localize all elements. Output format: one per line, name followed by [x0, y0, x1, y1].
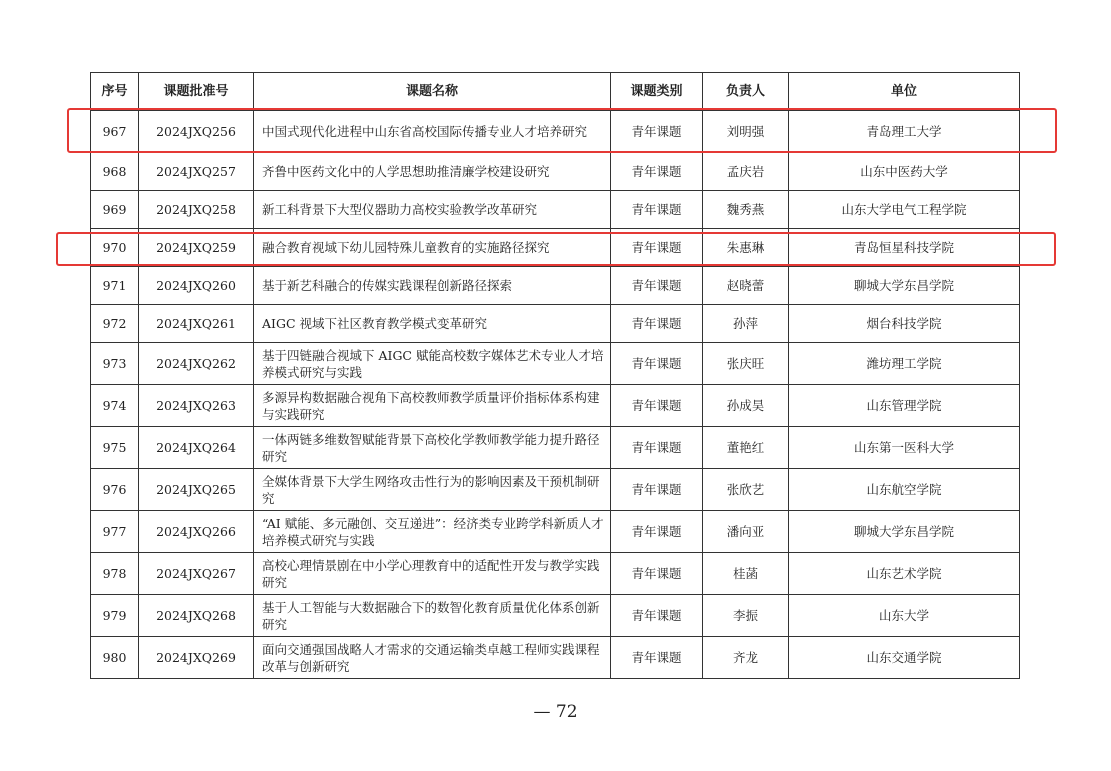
cell-title: 基于四链融合视域下 AIGC 赋能高校数字媒体艺术专业人才培养模式研究与实践	[254, 343, 611, 385]
cell-category: 青年课题	[611, 511, 703, 553]
cell-lead: 魏秀燕	[703, 191, 789, 229]
cell-lead: 孙萍	[703, 305, 789, 343]
cell-seq: 979	[91, 595, 139, 637]
cell-seq: 972	[91, 305, 139, 343]
cell-seq: 973	[91, 343, 139, 385]
cell-title: 新工科背景下大型仪器助力高校实验教学改革研究	[254, 191, 611, 229]
table-row	[91, 553, 1020, 595]
cell-approval: 2024JXQ260	[139, 267, 254, 305]
cell-approval: 2024JXQ263	[139, 385, 254, 427]
cell-title: 基于人工智能与大数据融合下的数智化教育质量优化体系创新研究	[254, 595, 611, 637]
table-row	[91, 229, 1020, 267]
cell-seq: 976	[91, 469, 139, 511]
cell-seq: 974	[91, 385, 139, 427]
cell-category: 青年课题	[611, 595, 703, 637]
cell-approval: 2024JXQ262	[139, 343, 254, 385]
cell-lead: 潘向亚	[703, 511, 789, 553]
cell-category: 青年课题	[611, 229, 703, 267]
cell-category: 青年课题	[611, 111, 703, 153]
cell-unit: 山东管理学院	[789, 385, 1020, 427]
cell-seq: 980	[91, 637, 139, 679]
cell-category: 青年课题	[611, 343, 703, 385]
cell-title: 多源异构数据融合视角下高校教师教学质量评价指标体系构建与实践研究	[254, 385, 611, 427]
cell-seq: 971	[91, 267, 139, 305]
cell-approval: 2024JXQ261	[139, 305, 254, 343]
cell-unit: 山东艺术学院	[789, 553, 1020, 595]
cell-unit: 聊城大学东昌学院	[789, 511, 1020, 553]
cell-lead: 刘明强	[703, 111, 789, 153]
table-row	[91, 267, 1020, 305]
cell-seq: 978	[91, 553, 139, 595]
cell-title: 基于新艺科融合的传媒实践课程创新路径探索	[254, 267, 611, 305]
cell-lead: 董艳红	[703, 427, 789, 469]
header-unit: 单位	[789, 73, 1020, 111]
header-project-title: 课题名称	[254, 73, 611, 111]
cell-lead: 孙成昊	[703, 385, 789, 427]
cell-unit: 潍坊理工学院	[789, 343, 1020, 385]
header-category: 课题类别	[611, 73, 703, 111]
header-row	[91, 73, 1020, 111]
cell-title: 高校心理情景剧在中小学心理教育中的适配性开发与教学实践研究	[254, 553, 611, 595]
cell-category: 青年课题	[611, 637, 703, 679]
cell-category: 青年课题	[611, 267, 703, 305]
cell-approval: 2024JXQ259	[139, 229, 254, 267]
cell-approval: 2024JXQ265	[139, 469, 254, 511]
table-row	[91, 191, 1020, 229]
cell-approval: 2024JXQ266	[139, 511, 254, 553]
cell-unit: 聊城大学东昌学院	[789, 267, 1020, 305]
cell-lead: 张庆旺	[703, 343, 789, 385]
cell-lead: 孟庆岩	[703, 153, 789, 191]
header-approval-number: 课题批准号	[139, 73, 254, 111]
cell-unit: 青岛理工大学	[789, 111, 1020, 153]
cell-title: 面向交通强国战略人才需求的交通运输类卓越工程师实践课程改革与创新研究	[254, 637, 611, 679]
table-row	[91, 427, 1020, 469]
cell-lead: 张欣艺	[703, 469, 789, 511]
table-row	[91, 637, 1020, 679]
cell-category: 青年课题	[611, 305, 703, 343]
cell-title: AIGC 视域下社区教育教学模式变革研究	[254, 305, 611, 343]
cell-unit: 山东交通学院	[789, 637, 1020, 679]
cell-unit: 烟台科技学院	[789, 305, 1020, 343]
cell-category: 青年课题	[611, 385, 703, 427]
cell-lead: 桂菡	[703, 553, 789, 595]
cell-lead: 李振	[703, 595, 789, 637]
cell-seq: 967	[91, 111, 139, 153]
cell-unit: 山东大学电气工程学院	[789, 191, 1020, 229]
project-table	[90, 72, 1020, 679]
cell-seq: 969	[91, 191, 139, 229]
page-number: — 72	[533, 702, 578, 722]
cell-category: 青年课题	[611, 153, 703, 191]
cell-title: 全媒体背景下大学生网络攻击性行为的影响因素及干预机制研究	[254, 469, 611, 511]
table-row	[91, 153, 1020, 191]
cell-seq: 977	[91, 511, 139, 553]
cell-unit: 山东第一医科大学	[789, 427, 1020, 469]
cell-approval: 2024JXQ264	[139, 427, 254, 469]
table-row	[91, 343, 1020, 385]
cell-lead: 赵晓蕾	[703, 267, 789, 305]
table-row	[91, 595, 1020, 637]
cell-approval: 2024JXQ269	[139, 637, 254, 679]
cell-seq: 968	[91, 153, 139, 191]
cell-lead: 齐龙	[703, 637, 789, 679]
cell-title: 齐鲁中医药文化中的人学思想助推清廉学校建设研究	[254, 153, 611, 191]
cell-title: 融合教育视域下幼儿园特殊儿童教育的实施路径探究	[254, 229, 611, 267]
cell-seq: 975	[91, 427, 139, 469]
cell-lead: 朱惠琳	[703, 229, 789, 267]
table-row	[91, 111, 1020, 153]
cell-unit: 山东大学	[789, 595, 1020, 637]
cell-title: 中国式现代化进程中山东省高校国际传播专业人才培养研究	[254, 111, 611, 153]
cell-category: 青年课题	[611, 553, 703, 595]
cell-unit: 青岛恒星科技学院	[789, 229, 1020, 267]
table-row	[91, 385, 1020, 427]
cell-seq: 970	[91, 229, 139, 267]
cell-approval: 2024JXQ256	[139, 111, 254, 153]
cell-unit: 山东航空学院	[789, 469, 1020, 511]
cell-title: 一体两链多维数智赋能背景下高校化学教师教学能力提升路径研究	[254, 427, 611, 469]
cell-title: “AI 赋能、多元融创、交互递进”：经济类专业跨学科新质人才培养模式研究与实践	[254, 511, 611, 553]
cell-approval: 2024JXQ268	[139, 595, 254, 637]
cell-approval: 2024JXQ258	[139, 191, 254, 229]
header-lead: 负责人	[703, 73, 789, 111]
cell-category: 青年课题	[611, 427, 703, 469]
cell-approval: 2024JXQ257	[139, 153, 254, 191]
header-seq: 序号	[91, 73, 139, 111]
cell-unit: 山东中医药大学	[789, 153, 1020, 191]
table-row	[91, 511, 1020, 553]
table-row	[91, 469, 1020, 511]
table-row	[91, 305, 1020, 343]
cell-category: 青年课题	[611, 469, 703, 511]
cell-approval: 2024JXQ267	[139, 553, 254, 595]
cell-category: 青年课题	[611, 191, 703, 229]
